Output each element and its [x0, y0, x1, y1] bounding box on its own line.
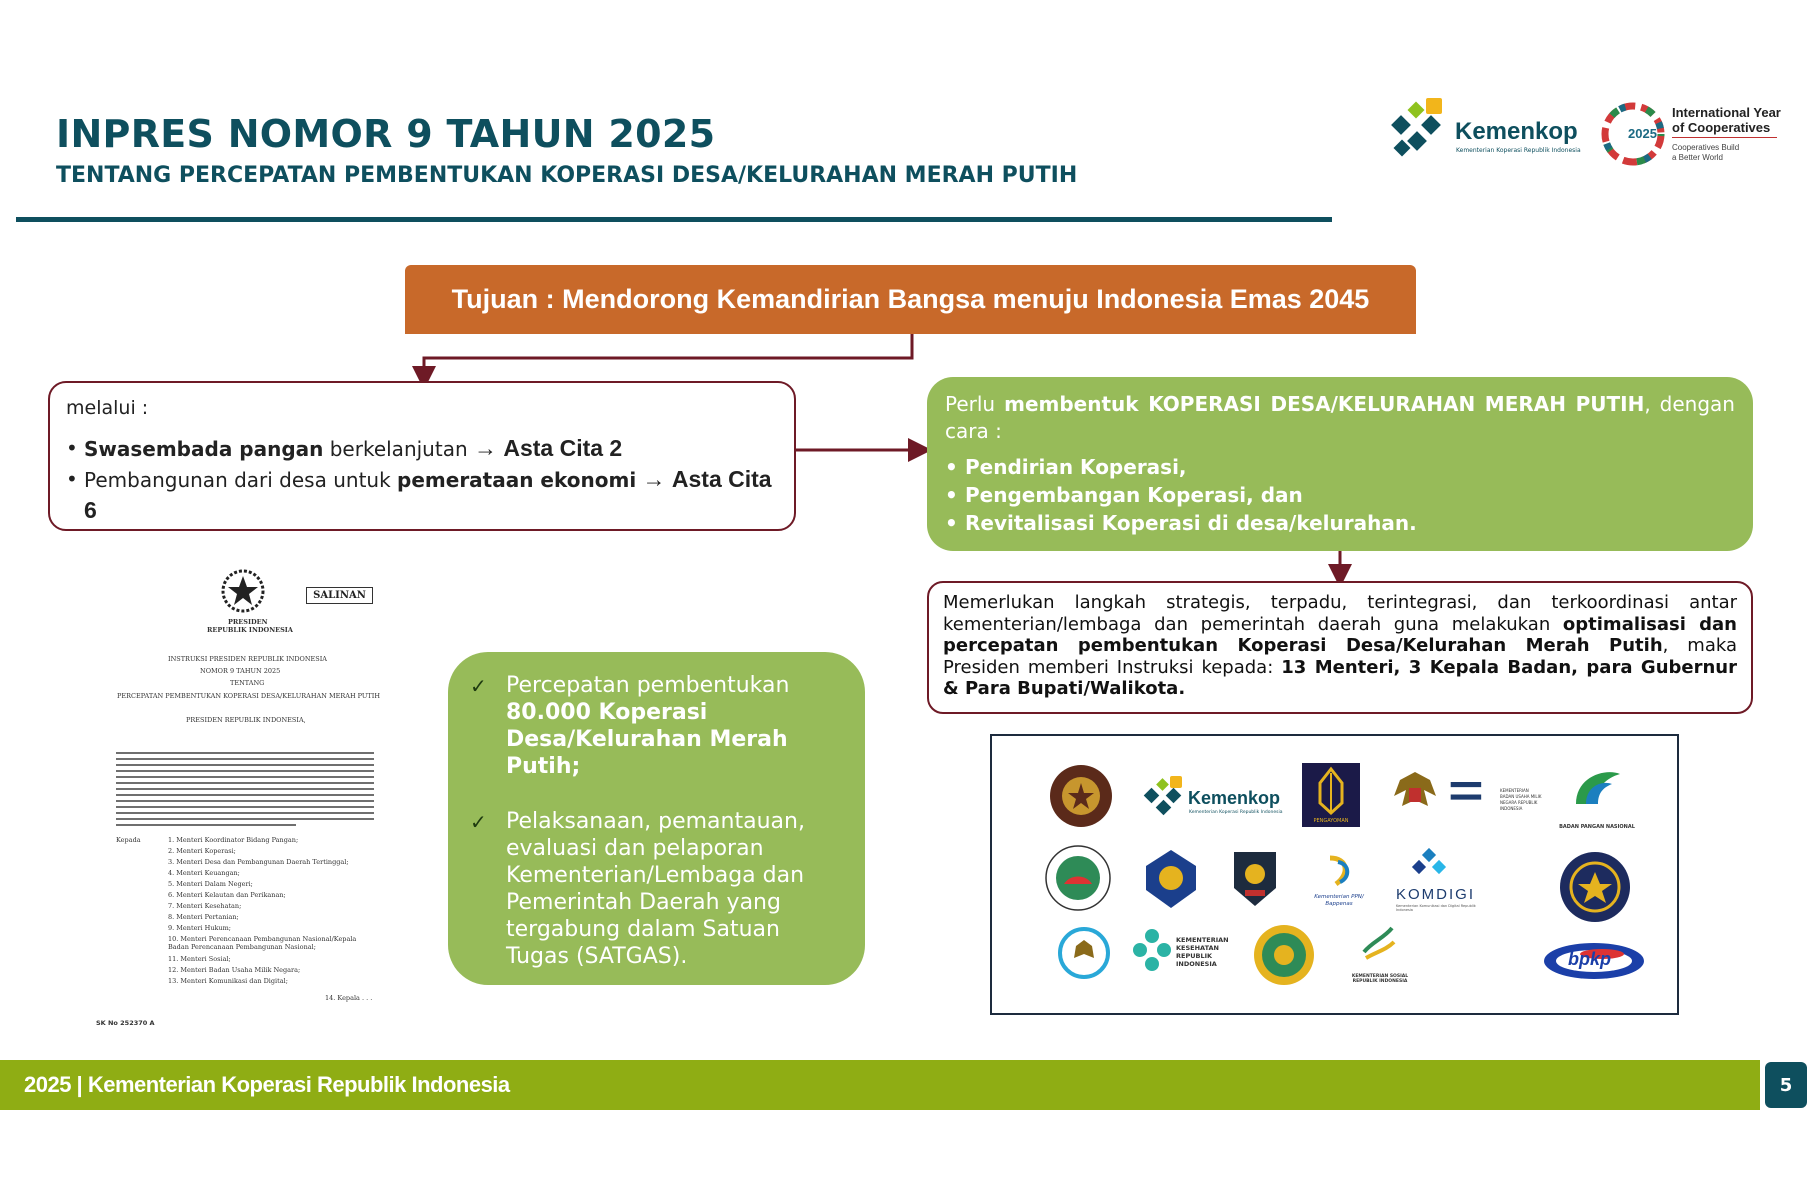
doc-list-item: 6. Menteri Kelautan dan Perikanan;: [168, 891, 286, 899]
doc-heading-4: PERCEPATAN PEMBENTUKAN KOPERASI DESA/KELURAHAN MERAH PUTIH: [117, 692, 380, 700]
memerlukan-text: [943, 592, 1737, 700]
doc-list-item: Badan Perencanaan Pembangunan Nasional;: [168, 943, 316, 951]
melalui-item-2: • Pembangunan dari desa untuk pemerataan ekonomi → Asta Cita 6: [66, 466, 772, 523]
komdigi-logo-icon: [1410, 848, 1450, 882]
iyc-divider: [1672, 137, 1777, 138]
melalui-item-1-target: Asta Cita 2: [503, 435, 623, 461]
doc-paragraph-line: [116, 824, 296, 826]
arrow-right-icon: →: [473, 435, 497, 461]
kemenkop-agency-tagline: Kementerian Koperasi Republik Indonesia: [1189, 810, 1283, 815]
kemenkop-tagline: Kementerian Koperasi Republik Indonesia: [1456, 147, 1581, 154]
arrow-right-icon: →: [642, 466, 666, 492]
kemenko-pmk-logo-icon: [1058, 926, 1110, 980]
doc-list-item: 5. Menteri Dalam Negeri;: [168, 880, 253, 888]
doc-list-item: 7. Menteri Kesehatan;: [168, 902, 242, 910]
kemensos-label: KEMENTERIAN SOSIAL REPUBLIK INDONESIA: [1351, 974, 1409, 984]
doc-paragraph-line: [116, 806, 374, 808]
melalui-item-2-target: Asta Cita 6: [84, 466, 772, 523]
doc-paragraph-line: [116, 782, 374, 784]
doc-kepada: Kepada: [116, 836, 141, 844]
perlu-lead: [945, 391, 1735, 445]
percepatan-item-1: [470, 672, 843, 780]
kemensos-logo-icon: [1358, 922, 1398, 962]
kemenkeu-logo-icon: [1138, 846, 1204, 912]
memerlukan-part2: optimalisasi dan percepatan pembentukan Koperasi Desa/Kelurahan Merah Putih: [943, 613, 1737, 656]
doc-next-page: 14. Kepala . . .: [325, 994, 373, 1002]
percepatan-item-1-text: Percepatan pembentukan: [506, 673, 790, 698]
bapanas-label: BADAN PANGAN NASIONAL: [1559, 824, 1635, 830]
doc-sk-number: SK No 252370 A: [96, 1019, 155, 1027]
perlu-box: [927, 377, 1753, 551]
iyc-title-line2: of Cooperatives: [1672, 120, 1771, 135]
percepatan-item-1-bold: 80.000 Koperasi Desa/Kelurahan Merah Putih;: [506, 700, 788, 779]
doc-list-item: 12. Menteri Badan Usaha Milik Negara;: [168, 966, 301, 974]
perlu-lead-text: Perlu: [945, 392, 1005, 416]
kemendes-logo-icon: [1044, 844, 1112, 912]
page-number-badge: 5: [1765, 1062, 1807, 1108]
kemenko-pangan-logo-icon: [1048, 763, 1114, 829]
melalui-label: melalui :: [66, 397, 149, 419]
bumn-logo-icon: ⚌: [1448, 764, 1484, 808]
footer-text: 2025 | Kementerian Koperasi Republik Indonesia: [24, 1072, 510, 1097]
doc-paragraph-line: [116, 812, 374, 814]
doc-paragraph-line: [116, 800, 374, 802]
perlu-item: • Pendirian Koperasi,: [945, 455, 1187, 479]
doc-list-item: 4. Menteri Keuangan;: [168, 869, 240, 877]
melalui-item-1-text: berkelanjutan: [323, 437, 468, 461]
melalui-item-2-bold: pemerataan ekonomi: [397, 468, 637, 492]
komdigi-wordmark: KOMDIGI: [1396, 886, 1476, 903]
doc-president-line1: PRESIDEN: [228, 618, 268, 626]
kemenkop-agency-wordmark: Kemenkop: [1188, 788, 1281, 808]
memerlukan-part4: 13 Menteri, 3 Kepala Badan, para Gubernur & Para Bupati/Walikota.: [943, 656, 1737, 699]
garuda-logo-icon: [1390, 766, 1440, 822]
perlu-item-text: Revitalisasi Koperasi di desa/kelurahan.: [965, 511, 1417, 535]
doc-list-item: 8. Menteri Pertanian;: [168, 913, 239, 921]
checkmark-icon: ✓: [470, 674, 487, 698]
perlu-item: • Revitalisasi Koperasi di desa/kelurahan.: [945, 511, 1417, 535]
melalui-item-2-text: Pembangunan dari desa untuk: [84, 468, 398, 492]
perlu-item-text: Pendirian Koperasi,: [965, 455, 1187, 479]
komdigi-tagline: Kementerian Komunikasi dan Digital Republik Indonesia: [1396, 904, 1476, 912]
memerlukan-part3: , maka Presiden memberi Instruksi kepada:: [943, 635, 1737, 678]
doc-list-item: 11. Menteri Sosial;: [168, 955, 231, 963]
doc-paragraph-line: [116, 818, 374, 820]
salinan-stamp: SALINAN: [306, 587, 373, 604]
memerlukan-box: [927, 581, 1753, 714]
bpkp-wordmark: bpkp: [1568, 949, 1611, 969]
iyc-tagline-line1: Cooperatives Build: [1672, 143, 1740, 152]
doc-paragraph-line: [116, 788, 374, 790]
doc-paragraph-line: [116, 764, 374, 766]
doc-heading-1: INSTRUKSI PRESIDEN REPUBLIK INDONESIA: [168, 655, 328, 663]
memerlukan-part1: Memerlukan langkah strategis, terpadu, terintegrasi, dan terkoordinasi antar kementerian/lembaga dan pemerintah daerah guna melakukan: [943, 592, 1737, 635]
bappenas-label: Kementerian PPN/ Bappenas: [1314, 894, 1364, 907]
perlu-lead-bold: membentuk KOPERASI DESA/KELURAHAN MERAH PUTIH: [1004, 392, 1645, 416]
kemenkes-logo-icon: [1132, 928, 1172, 972]
doc-paragraph-line: [116, 794, 374, 796]
doc-heading-3: TENTANG: [230, 679, 265, 687]
doc-paragraph-line: [116, 770, 374, 772]
perlu-item: • Pengembangan Koperasi, dan: [945, 483, 1303, 507]
doc-list-item: 13. Menteri Komunikasi dan Digital;: [168, 977, 288, 985]
perlu-item-text: Pengembangan Koperasi, dan: [965, 483, 1303, 507]
doc-heading-2: NOMOR 9 TAHUN 2025: [200, 667, 281, 675]
page-title: INPRES NOMOR 9 TAHUN 2025: [56, 112, 716, 156]
page-subtitle: TENTANG PERCEPATAN PEMBENTUKAN KOPERASI DESA/KELURAHAN MERAH PUTIH: [56, 163, 1078, 188]
doc-list-item: 10. Menteri Perencanaan Pembangunan Nasional/Kepala: [168, 935, 357, 943]
doc-list-item: 9. Menteri Hukum;: [168, 924, 232, 932]
iyc-year: 2025: [1628, 126, 1657, 141]
kemendagri-logo-icon: [1230, 848, 1280, 910]
melalui-item-1-bold: Swasembada pangan: [84, 437, 324, 461]
melalui-item-1: • Swasembada pangan berkelanjutan → Asta Cita 2: [66, 435, 623, 461]
checkmark-icon: ✓: [470, 810, 487, 834]
percepatan-box: [448, 652, 865, 985]
percepatan-item-2-text: Pelaksanaan, pemantauan, evaluasi dan pelaporan Kementerian/Lembaga dan Pemerintah Daerah yang tergabung dalam Satuan Tugas (SATGAS).: [506, 809, 805, 969]
percepatan-item-2: [470, 808, 843, 970]
iyc-tagline-line2: a Better World: [1672, 153, 1723, 162]
iyc-title-line1: International Year: [1672, 105, 1781, 120]
perlu-lead-tail: , dengan cara :: [945, 392, 1735, 443]
kemenkop-wordmark: Kemenkop: [1455, 118, 1578, 145]
goal-banner: Tujuan : Mendorong Kemandirian Bangsa menuju Indonesia Emas 2045: [405, 265, 1416, 334]
melalui-box: [48, 381, 796, 531]
kementan-logo-icon: [1252, 922, 1316, 988]
doc-list-item: 1. Menteri Koordinator Bidang Pangan;: [168, 836, 299, 844]
doc-list-item: 2. Menteri Koperasi;: [168, 847, 236, 855]
kemenkop-agency-logo-icon: [1142, 776, 1186, 820]
doc-president-line2: REPUBLIK INDONESIA: [207, 626, 293, 634]
kemenkes-label: KEMENTERIAN KESEHATAN REPUBLIK INDONESIA: [1176, 936, 1229, 968]
doc-paragraph-line: [116, 758, 374, 760]
bumn-label: KEMENTERIAN BADAN USAHA MILIK NEGARA REPUBLIK INDONESIA: [1500, 788, 1542, 811]
garuda-emblem-icon: [220, 568, 266, 614]
doc-paragraph-line: [116, 752, 374, 754]
bgn-logo-icon: [1558, 850, 1632, 924]
agency-logos-panel: [990, 734, 1679, 1015]
bappenas-logo-icon: [1320, 854, 1360, 888]
doc-list-item: 3. Menteri Desa dan Pembangunan Daerah Tertinggal;: [168, 858, 349, 866]
doc-paragraph-line: [116, 776, 374, 778]
doc-heading-5: PRESIDEN REPUBLIK INDONESIA,: [186, 716, 306, 724]
header-divider: [16, 217, 1332, 222]
pengayoman-label: PENGAYOMAN: [1313, 818, 1349, 824]
bapanas-logo-icon: [1566, 764, 1628, 812]
